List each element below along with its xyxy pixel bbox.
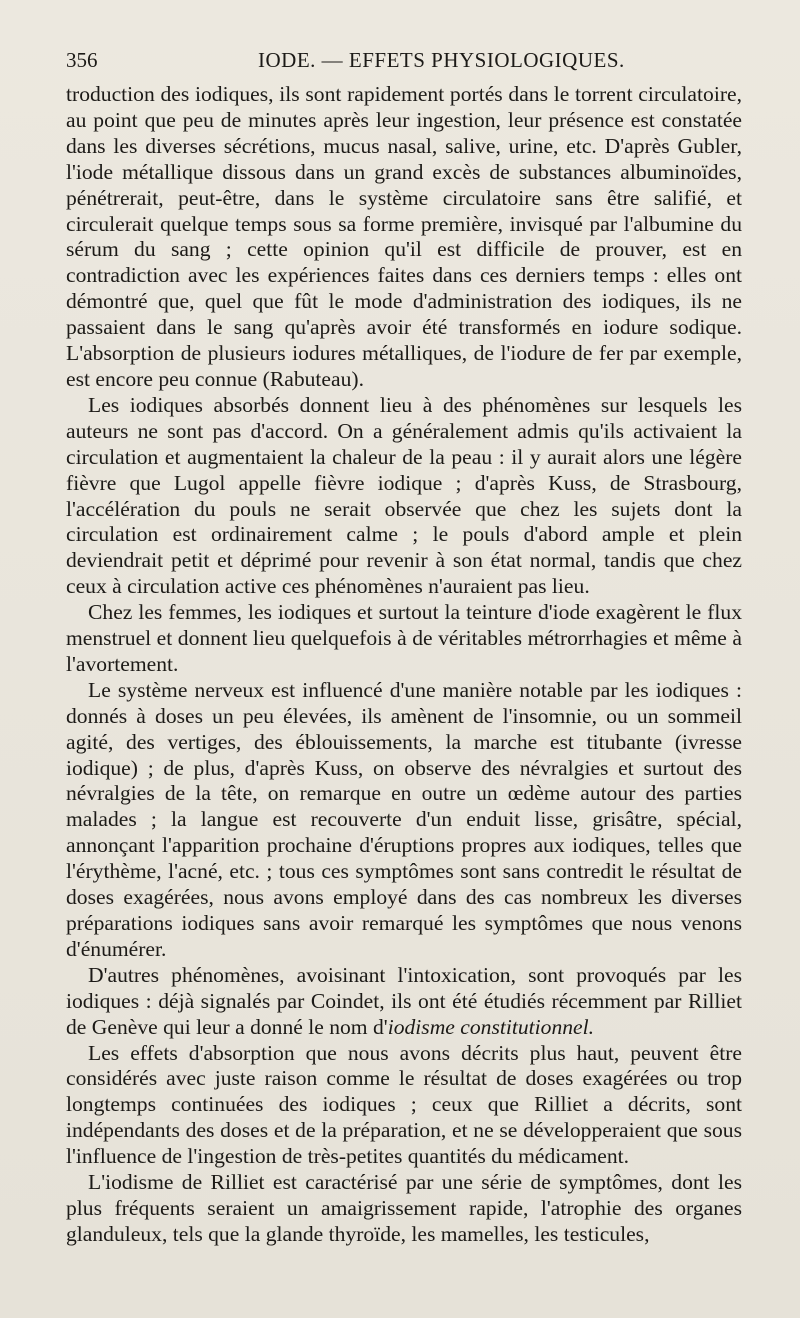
running-header (66, 44, 742, 76)
body-text (66, 82, 742, 1248)
paragraph-2: Les iodiques absorbés donnent lieu à des phénomènes sur lesquels les auteurs ne sont pas d'accord. On a généralement admis qu'ils activaient la circulation et augmentaient la chaleur de la peau : il y aurait alors une légère fièvre que Lugol appelle fièvre iodique ; d'après Kuss, de Strasbourg, l'accélération du pouls ne serait observée que chez les sujets dont la circulation est ordinairement calme ; le pouls d'abord ample et plein deviendrait petit et déprimé pour revenir à son état normal, tandis que chez ceux à circulation active ces phénomènes n'auraient pas lieu. (66, 392, 742, 599)
iodisme-term: iodisme constitutionnel. (387, 1014, 595, 1039)
paragraph-7: L'iodisme de Rilliet est caractérisé par une série de symptômes, dont les plus fréquents seraient un amaigrissement rapide, l'atrophie des organes glanduleux, tels que la glande thyroïde, les mamelles, les testicules, (66, 1170, 742, 1246)
page-number: 356 (66, 48, 98, 72)
paragraph-6: Les effets d'absorption que nous avons décrits plus haut, peuvent être considérés avec juste raison comme le résultat de doses exagérées ou trop longtemps continuées des iodiques ; ceux que Rilliet a décrits, sont indépendants des doses et de la préparation, et ne se développeraient que sous l'influence de l'ingestion de très-petites quantités du médicament. (66, 1040, 742, 1169)
paragraph-4: Le système nerveux est influencé d'une manière notable par les iodiques : donnés à doses un peu élevées, ils amènent de l'insomnie, ou un sommeil agité, des vertiges, des éblouissements, la marche est titubante (ivresse iodique) ; de plus, d'après Kuss, on observe des névralgies et surtout des névralgies de la tête, on remarque en outre un œdème autour des parties malades ; la langue est recouverte d'un enduit lisse, grisâtre, spécial, annonçant l'apparition prochaine d'éruptions propres aux iodiques, telles que l'érythème, l'acné, etc. ; tous ces symptômes sont sans contredit le résultat de doses exagérées, nous avons employé dans des cas nombreux les diverses préparations iodiques sans avoir remarqué les symptômes que nous venons d'énumérer. (66, 677, 742, 961)
paragraph-5-text: D'autres phénomènes, avoisinant l'intoxication, sont provoqués par les iodiques : déjà signalés par Coindet, ils ont été étudiés récemment par Rilliet de Genève qui leur a donné le nom d' (66, 962, 742, 1039)
paragraph-3: Chez les femmes, les iodiques et surtout la teinture d'iode exagèrent le flux menstruel et donnent lieu quelquefois à de véritables métrorrhagies et même à l'avortement. (66, 600, 742, 676)
paragraph-1: troduction des iodiques, ils sont rapidement portés dans le torrent circulatoire, au point que peu de minutes après leur ingestion, leur présence est constatée dans les diverses sécrétions, mucus nasal, salive, urine, etc. D'après Gubler, l'iode métallique dissous dans un grand excès de substances albuminoïdes, pénétrerait, peut-être, dans le système circulatoire sans être salifié, et circulerait quelque temps sous sa forme première, invisqué par l'albumine du sérum du sang ; cette opinion qu'il est difficile de prouver, est en contradiction avec les expériences faites dans ces derniers temps : elles ont démontré que, quel que fût le mode d'administration des iodiques, ils ne passaient dans le sang qu'après avoir été transformés en iodure sodique. L'absorption de plusieurs iodures métalliques, de l'iodure de fer par exemple, est encore peu connue (Rabuteau). (66, 82, 742, 391)
paragraph-5 (66, 963, 742, 1041)
running-title: IODE. — EFFETS PHYSIOLOGIQUES. (258, 48, 625, 72)
